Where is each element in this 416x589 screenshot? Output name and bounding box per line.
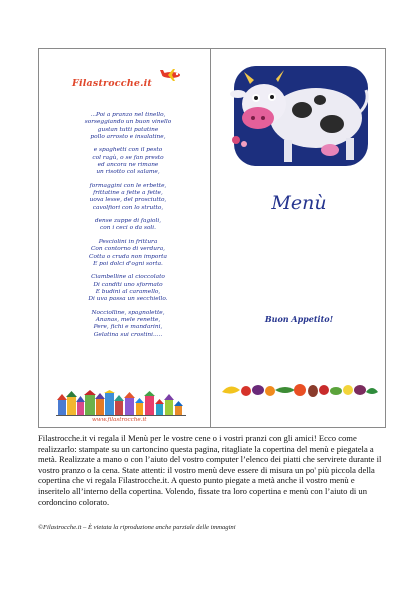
poem-line: formaggini con le erbette, (89, 182, 167, 189)
poem-stanza (58, 147, 198, 176)
poem-line: con i ceci o da soli. (100, 225, 156, 232)
copyright-footer: ©Filastrocche.it – È vietata la riproduzione anche parziale delle immagini (38, 524, 236, 531)
poem-line: E poi dolci d'ogni sorta. (93, 260, 163, 267)
poem-line: cavolfiori con lo strutto, (92, 204, 164, 211)
poem-line: frittatine a fette a fette, (93, 190, 163, 197)
poem-stanza (58, 239, 198, 268)
poem-line: Di canditi uno sformato (93, 281, 163, 288)
houses-illustration (56, 390, 196, 416)
poem-line: E budini al caramello, (95, 288, 161, 295)
poem-line: col ragù, o se fan presto (92, 154, 164, 161)
poem-line: Di uva passa un secchiello. (88, 296, 168, 303)
poem-line: Con contorno di verdura, (90, 246, 166, 253)
poem-line: Ciambelline al cioccolato (91, 274, 165, 281)
poem-line: Pesciolini in frittura (98, 238, 158, 245)
menu-title: Menù (271, 192, 327, 214)
poem-stanza (58, 218, 198, 233)
poem-line: dense zuppe di fagioli, (94, 218, 162, 225)
buon-appetito-subtitle: Buon Appetito! (264, 314, 334, 324)
poem-stanza (58, 183, 198, 212)
poem-line: Ananas, mele renette, (95, 316, 161, 323)
site-url: www.filastrocche.it (92, 417, 147, 423)
poem-line: Gelatina sui crostini..... (93, 331, 163, 338)
poem-line: pollo arrosto e insalatine, (90, 133, 166, 140)
instructions-paragraph: Filastrocche.it vi regala il Menù per le vostre cene o i vostri pranzi con gli amici! Ecco come realizzarlo: stampate su un cartoncino questa pagina, ritagliate la copertina del menù e piegatela a metà. Realizzate a mano o con l’aiuto del vostro computer l’elenco dei piatti che servirete durante il vostro pranzo o la cena. State attenti: il vostro menù deve essere di misura un po' più piccola della copertina che vi regala Filastrocche.it. A questo punto piegate a metà anche il vostro menù e inseritelo all’interno della copertina. Volendo, fissate tra loro copertina e menù con l’aiuto di un cordoncino colorato. (38, 433, 382, 507)
cow-illustration (224, 62, 374, 170)
poem-line: gustan tutti patatine (97, 126, 159, 133)
poem-line: Pere, fichi e mandarini, (93, 324, 163, 331)
poem-line: Cotta o cruda non importa (89, 253, 167, 260)
poem-line: e spaghetti con il pesto (93, 147, 163, 154)
vegetables-border-illustration (220, 378, 380, 400)
poem-stanza (58, 310, 198, 339)
fold-line (210, 48, 211, 428)
poem (58, 112, 198, 345)
logo-text: Filastrocche.it (72, 78, 153, 89)
airplane-icon (159, 68, 183, 82)
poem-stanza (58, 112, 198, 141)
poem-line: sorseggiando un buon vinello (84, 119, 172, 126)
poem-stanza (58, 274, 198, 303)
poem-line: uova lesse, del prosciutto, (89, 197, 167, 204)
poem-line: ...Poi a pranzo nel tinello, (90, 112, 166, 118)
poem-line: Nocciolline, spagnolette, (91, 309, 165, 316)
poem-line: ed ancora ne rimane (97, 161, 159, 168)
filastrocche-logo (66, 66, 186, 98)
poem-line: un risotto col salame, (96, 169, 160, 176)
